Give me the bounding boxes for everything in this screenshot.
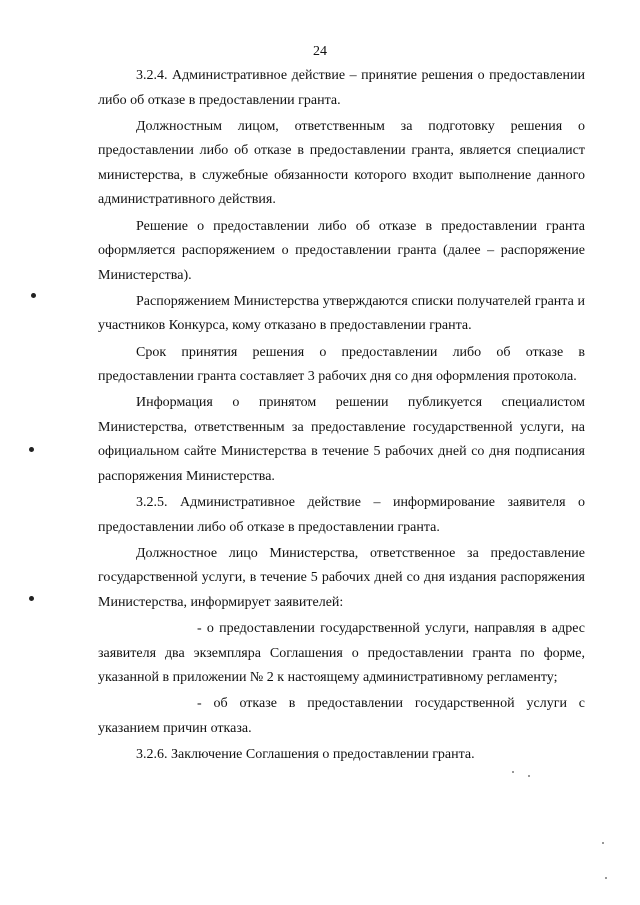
paragraph-responsible-official: Должностным лицом, ответственным за подготовку решения о предоставлении либо об отказе в предоставлении гранта, является специалист министерства, в служебные обязанности которого входит выполнение данного административного действия. xyxy=(98,118,585,208)
list-item-grant-refused: - об отказе в предоставлении государственной услуги с указанием причин отказа. xyxy=(98,696,585,736)
list-item-grant-provided: - о предоставлении государственной услуги, направляя в адрес заявителя два экземпляра Соглашения о предоставлении гранта по форме, указанной в приложении № 2 к настоящему административному регламенту; xyxy=(98,621,585,686)
binding-hole-mark xyxy=(31,293,36,298)
paragraph-notifying-applicants: Должностное лицо Министерства, ответственное за предоставление государственной услуги, в течение 5 рабочих дней со дня издания распоряжения Министерства, информирует заявителей: xyxy=(98,545,585,610)
binding-hole-mark xyxy=(29,596,34,601)
section-heading-3-2-5: 3.2.5. Административное действие – информирование заявителя о предоставлении либо об отказе в предоставлении гранта. xyxy=(98,495,585,535)
section-heading-3-2-4: 3.2.4. Административное действие – принятие решения о предоставлении либо об отказе в предоставлении гранта. xyxy=(98,68,585,108)
scan-speck xyxy=(602,842,604,844)
scan-speck xyxy=(605,877,607,879)
document-body xyxy=(98,64,585,769)
scan-speck xyxy=(528,775,530,777)
page-number: 24 xyxy=(313,44,327,59)
paragraph-recipient-lists: Распоряжением Министерства утверждаются списки получателей гранта и участников Конкурса, кому отказано в предоставлении гранта. xyxy=(98,293,585,334)
scan-speck xyxy=(512,771,514,773)
binding-hole-mark xyxy=(29,447,34,452)
section-heading-3-2-6: 3.2.6. Заключение Соглашения о предоставлении гранта. xyxy=(136,747,475,763)
paragraph-decision-order: Решение о предоставлении либо об отказе в предоставлении гранта оформляется распоряжением о предоставлении гранта (далее – распоряжение Министерства). xyxy=(98,218,585,283)
paragraph-publication: Информация о принятом решении публикуется специалистом Министерства, ответственным за предоставление государственной услуги, на официальном сайте Министерства в течение 5 рабочих дней со дня подписания распоряжения Министерства. xyxy=(98,395,585,484)
paragraph-decision-term: Срок принятия решения о предоставлении либо об отказе в предоставлении гранта составляет 3 рабочих дня со дня оформления протокола. xyxy=(98,344,585,385)
